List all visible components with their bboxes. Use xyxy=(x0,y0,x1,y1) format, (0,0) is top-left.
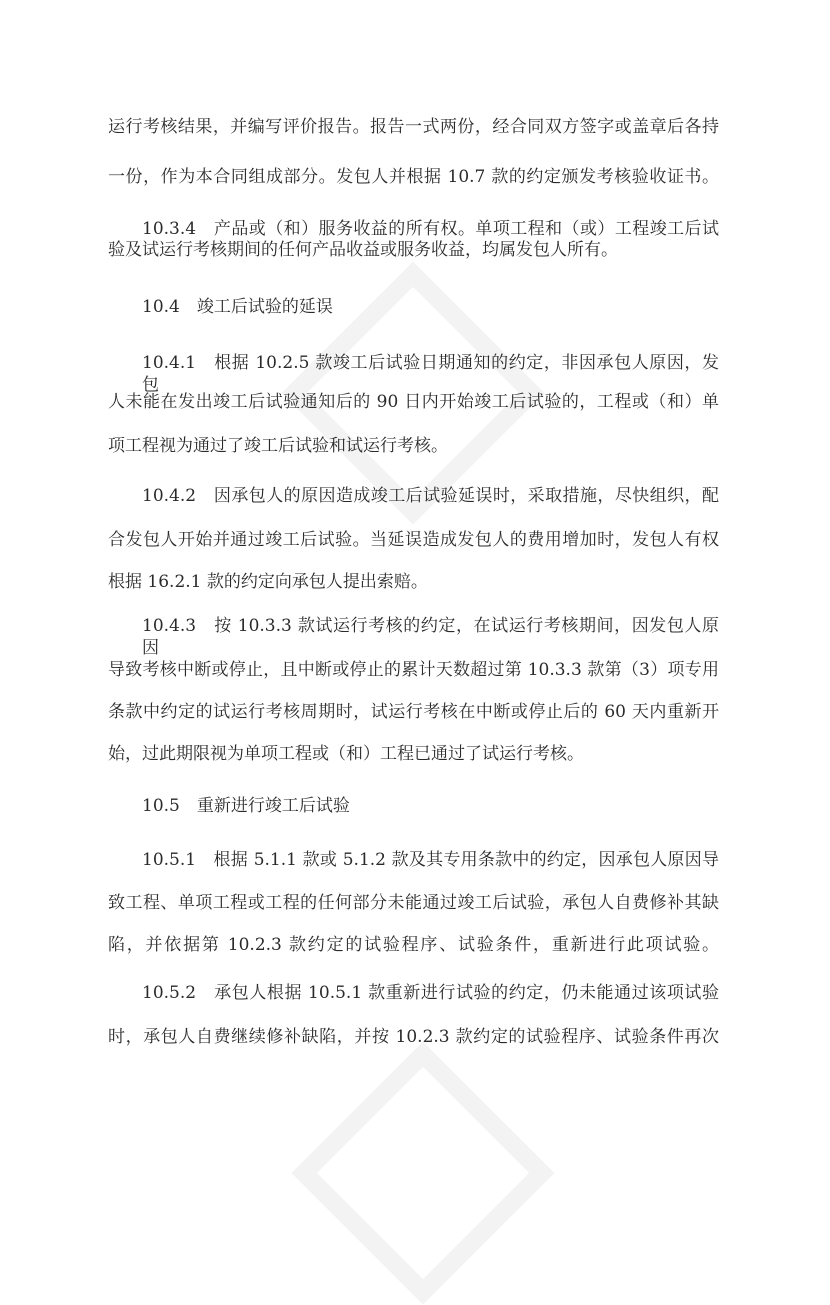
text-line: 10.4.2 因承包人的原因造成竣工后试验延误时，采取措施，尽快组织，配 xyxy=(142,486,719,506)
text-line: 陷，并依据第 10.2.3 款约定的试验程序、试验条件，重新进行此项试验。 xyxy=(108,935,719,955)
watermark xyxy=(291,1041,554,1304)
text-line: 导致考核中断或停止，且中断或停止的累计天数超过第 10.3.3 款第（3）项专用 xyxy=(108,660,719,680)
text-line: 时，承包人自费继续修补缺陷，并按 10.2.3 款约定的试验程序、试验条件再次 xyxy=(108,1027,719,1047)
text-line: 10.5.2 承包人根据 10.5.1 款重新进行试验的约定，仍未能通过该项试验 xyxy=(142,983,719,1003)
text-line: 10.4.1 根据 10.2.5 款竣工后试验日期通知的约定，非因承包人原因，发包 xyxy=(142,353,719,395)
text-line: 10.5.1 根据 5.1.1 款或 5.1.2 款及其专用条款中的约定，因承包人原因导 xyxy=(142,850,719,870)
text-line: 条款中约定的试运行考核周期时，试运行考核在中断或停止后的 60 天内重新开 xyxy=(108,702,719,722)
text-line: 10.4 竣工后试验的延误 xyxy=(142,297,333,317)
text-line: 验及试运行考核期间的任何产品收益或服务收益，均属发包人所有。 xyxy=(108,240,618,260)
text-line: 10.5 重新进行竣工后试验 xyxy=(142,796,350,816)
text-line: 合发包人开始并通过竣工后试验。当延误造成发包人的费用增加时，发包人有权 xyxy=(108,530,719,550)
text-line: 项工程视为通过了竣工后试验和试运行考核。 xyxy=(108,436,448,456)
text-line: 人未能在发出竣工后试验通知后的 90 日内开始竣工后试验的，工程或（和）单 xyxy=(108,392,719,412)
text-line: 根据 16.2.1 款的约定向承包人提出索赔。 xyxy=(108,572,428,592)
text-line: 始，过此期限视为单项工程或（和）工程已通过了试运行考核。 xyxy=(108,744,584,764)
text-line: 10.4.3 按 10.3.3 款试运行考核的约定，在试运行考核期间，因发包人原因 xyxy=(142,616,719,658)
text-line: 一份，作为本合同组成部分。发包人并根据 10.7 款的约定颁发考核验收证书。 xyxy=(108,167,719,187)
text-line: 10.3.4 产品或（和）服务收益的所有权。单项工程和（或）工程竣工后试 xyxy=(142,219,719,239)
text-line: 运行考核结果，并编写评价报告。报告一式两份，经合同双方签字或盖章后各持 xyxy=(108,117,719,137)
text-line: 致工程、单项工程或工程的任何部分未能通过竣工后试验，承包人自费修补其缺 xyxy=(108,893,719,913)
